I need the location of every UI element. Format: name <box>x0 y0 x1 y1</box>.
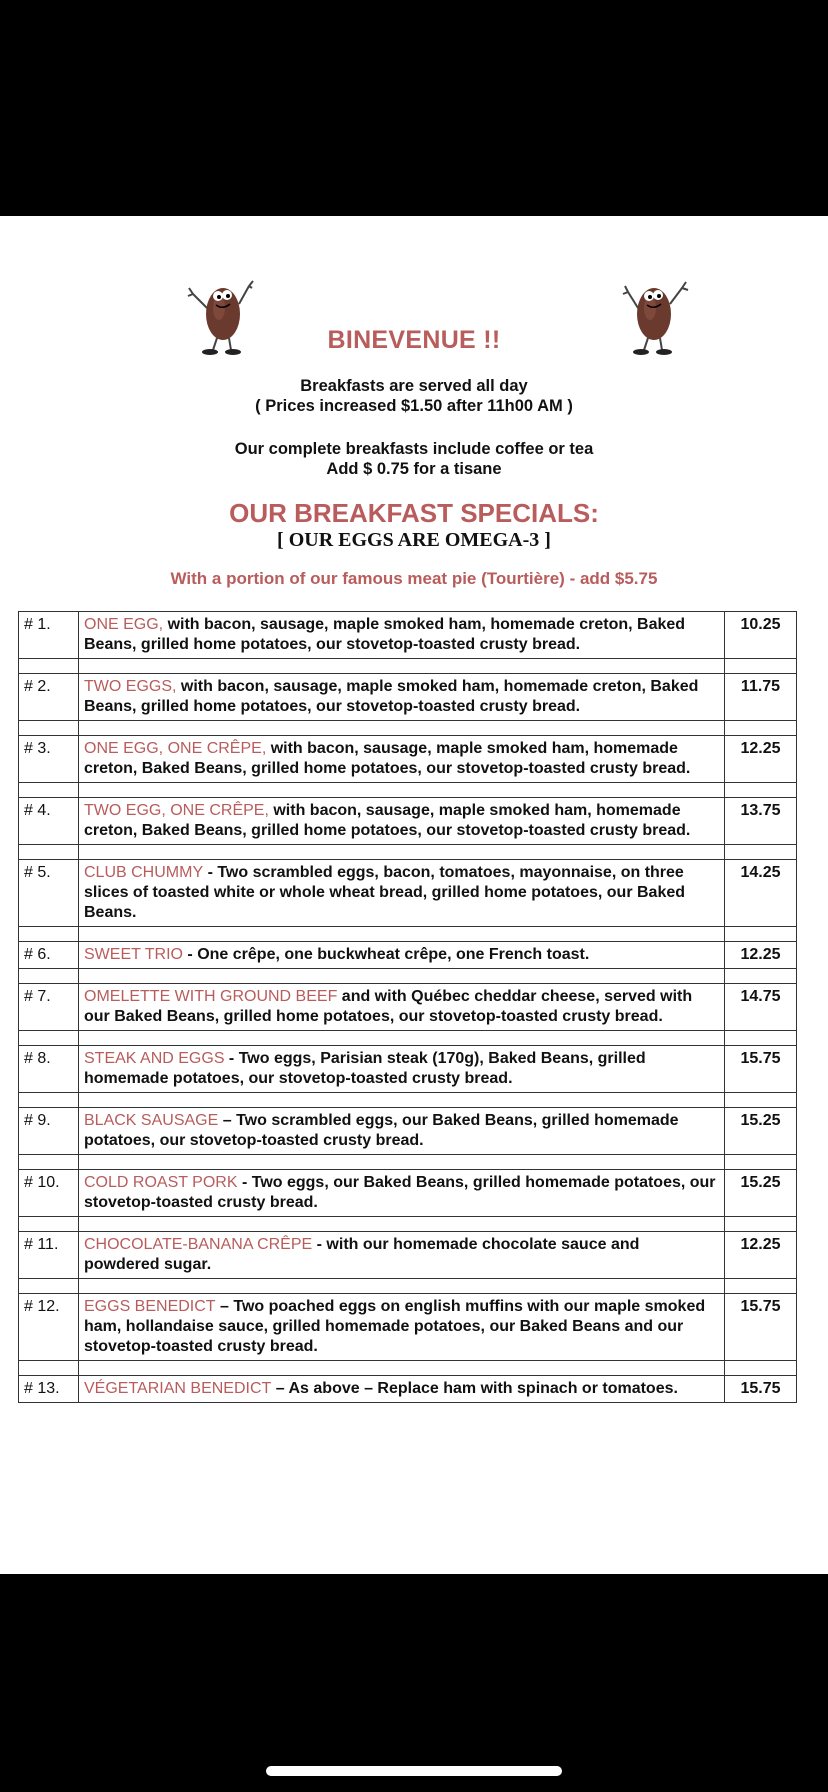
item-number: # 2. <box>19 674 79 721</box>
spacer-row <box>19 1361 797 1376</box>
item-description-cell <box>79 942 725 969</box>
spacer-cell <box>725 1279 797 1294</box>
item-description-cell <box>79 798 725 845</box>
item-description-cell <box>79 674 725 721</box>
spacer-cell <box>79 721 725 736</box>
spacer-cell <box>725 721 797 736</box>
spacer-row <box>19 1217 797 1232</box>
item-name: TWO EGG, ONE CRÊPE, <box>84 802 269 819</box>
spacer-cell <box>19 659 79 674</box>
coffee-note: Our complete breakfasts include coffee or tea <box>234 440 594 458</box>
spacer-cell <box>725 659 797 674</box>
menu-item-row <box>19 1046 797 1093</box>
menu-page <box>0 216 828 1574</box>
item-number: # 3. <box>19 736 79 783</box>
menu-item-row <box>19 942 797 969</box>
item-name: ONE EGG, ONE CRÊPE, <box>84 740 267 757</box>
spacer-cell <box>79 845 725 860</box>
spacer-cell <box>79 927 725 942</box>
item-name: CHOCOLATE-BANANA CRÊPE <box>84 1236 313 1253</box>
item-price: 15.75 <box>725 1376 797 1403</box>
spacer-cell <box>19 1031 79 1046</box>
item-name: TWO EGGS, <box>84 678 177 695</box>
item-price: 13.75 <box>725 798 797 845</box>
item-number: # 9. <box>19 1108 79 1155</box>
item-description-cell <box>79 612 725 659</box>
menu-item-row <box>19 736 797 783</box>
served-all-day-note: Breakfasts are served all day <box>300 377 528 395</box>
spacer-cell <box>725 1031 797 1046</box>
spacer-cell <box>79 783 725 798</box>
spacer-cell <box>19 721 79 736</box>
spacer-cell <box>19 1279 79 1294</box>
item-name: OMELETTE WITH GROUND BEEF <box>84 988 338 1005</box>
item-description-cell <box>79 1046 725 1093</box>
spacer-cell <box>725 1361 797 1376</box>
item-description: – Two scrambled eggs, our Baked Beans, grilled homemade potatoes, our stovetop-toasted crusty bread. <box>84 1112 679 1149</box>
item-number: # 10. <box>19 1170 79 1217</box>
menu-item-row <box>19 612 797 659</box>
item-number: # 8. <box>19 1046 79 1093</box>
specials-title: OUR BREAKFAST SPECIALS: <box>229 498 599 528</box>
item-price: 15.75 <box>725 1046 797 1093</box>
spacer-cell <box>19 927 79 942</box>
item-price: 11.75 <box>725 674 797 721</box>
spacer-cell <box>79 1031 725 1046</box>
item-description-cell <box>79 860 725 927</box>
spacer-cell <box>19 969 79 984</box>
spacer-row <box>19 1093 797 1108</box>
item-name: VÉGETARIAN BENEDICT <box>84 1380 272 1397</box>
spacer-cell <box>19 845 79 860</box>
tisane-note: Add $ 0.75 for a tisane <box>326 460 502 478</box>
spacer-cell <box>725 1093 797 1108</box>
spacer-row <box>19 783 797 798</box>
menu-item-row <box>19 1108 797 1155</box>
spacer-cell <box>725 927 797 942</box>
menu-item-row <box>19 674 797 721</box>
menu-item-row <box>19 798 797 845</box>
item-description: - Two eggs, our Baked Beans, grilled homemade potatoes, our stovetop-toasted crusty bread. <box>84 1174 716 1211</box>
item-number: # 6. <box>19 942 79 969</box>
spacer-row <box>19 927 797 942</box>
menu-item-row <box>19 984 797 1031</box>
item-number: # 7. <box>19 984 79 1031</box>
item-description-cell <box>79 1170 725 1217</box>
item-description: - with our homemade chocolate sauce and powdered sugar. <box>84 1236 640 1273</box>
item-description-cell <box>79 1108 725 1155</box>
item-description: with bacon, sausage, maple smoked ham, homemade creton, Baked Beans, grilled home potatoes, our stovetop-toasted crusty bread. <box>84 740 691 777</box>
spacer-row <box>19 1031 797 1046</box>
spacer-row <box>19 721 797 736</box>
item-price: 15.75 <box>725 1294 797 1361</box>
spacer-row <box>19 969 797 984</box>
item-number: # 4. <box>19 798 79 845</box>
item-price: 12.25 <box>725 1232 797 1279</box>
spacer-cell <box>79 659 725 674</box>
item-number: # 1. <box>19 612 79 659</box>
item-price: 10.25 <box>725 612 797 659</box>
item-number: # 11. <box>19 1232 79 1279</box>
item-price: 14.25 <box>725 860 797 927</box>
item-description-cell <box>79 984 725 1031</box>
menu-item-row <box>19 860 797 927</box>
item-name: CLUB CHUMMY <box>84 864 204 881</box>
item-description: with bacon, sausage, maple smoked ham, homemade creton, Baked Beans, grilled home potatoes, our stovetop-toasted crusty bread. <box>84 678 699 715</box>
item-name: SWEET TRIO <box>84 946 183 963</box>
welcome-title: BINEVENUE !! <box>327 326 501 354</box>
spacer-cell <box>19 783 79 798</box>
item-description: - Two scrambled eggs, bacon, tomatoes, mayonnaise, on three slices of toasted white or whole wheat bread, grilled home potatoes, our Baked Beans. <box>84 864 686 921</box>
item-description: and with Québec cheddar cheese, served with our Baked Beans, grilled home potatoes, our stovetop-toasted crusty bread. <box>84 988 693 1025</box>
item-name: EGGS BENEDICT <box>84 1298 216 1315</box>
item-description: – As above – Replace ham with spinach or tomatoes. <box>271 1380 678 1397</box>
tourtiere-note: With a portion of our famous meat pie (Tourtière) - add $5.75 <box>170 569 658 588</box>
item-name: ONE EGG, <box>84 616 164 633</box>
item-number: # 5. <box>19 860 79 927</box>
item-price: 12.25 <box>725 942 797 969</box>
item-name: COLD ROAST PORK <box>84 1174 238 1191</box>
home-indicator[interactable] <box>266 1766 562 1776</box>
item-description-cell <box>79 1376 725 1403</box>
item-description: with bacon, sausage, maple smoked ham, homemade creton, Baked Beans, grilled home potatoes, our stovetop-toasted crusty bread. <box>84 802 691 839</box>
spacer-cell <box>725 1155 797 1170</box>
spacer-row <box>19 1279 797 1294</box>
menu-item-row <box>19 1376 797 1403</box>
spacer-cell <box>79 969 725 984</box>
item-price: 12.25 <box>725 736 797 783</box>
spacer-cell <box>725 783 797 798</box>
spacer-row <box>19 845 797 860</box>
item-name: BLACK SAUSAGE <box>84 1112 219 1129</box>
spacer-cell <box>19 1361 79 1376</box>
spacer-row <box>19 1155 797 1170</box>
spacer-cell <box>725 845 797 860</box>
item-name: STEAK AND EGGS <box>84 1050 225 1067</box>
spacer-cell <box>79 1361 725 1376</box>
menu-item-row <box>19 1232 797 1279</box>
item-number: # 13. <box>19 1376 79 1403</box>
item-price: 15.25 <box>725 1108 797 1155</box>
spacer-cell <box>79 1093 725 1108</box>
menu-item-row <box>19 1170 797 1217</box>
menu-table <box>18 611 797 1403</box>
item-description: with bacon, sausage, maple smoked ham, homemade creton, Baked Beans, grilled home potatoes, our stovetop-toasted crusty bread. <box>84 616 686 653</box>
spacer-cell <box>79 1155 725 1170</box>
item-description-cell <box>79 736 725 783</box>
item-price: 15.25 <box>725 1170 797 1217</box>
item-description: - One crêpe, one buckwheat crêpe, one French toast. <box>182 946 590 963</box>
item-description-cell <box>79 1294 725 1361</box>
item-price: 14.75 <box>725 984 797 1031</box>
spacer-cell <box>725 1217 797 1232</box>
price-increase-note: ( Prices increased $1.50 after 11h00 AM ) <box>255 397 573 415</box>
spacer-cell <box>19 1217 79 1232</box>
spacer-row <box>19 659 797 674</box>
spacer-cell <box>79 1279 725 1294</box>
item-description-cell <box>79 1232 725 1279</box>
spacer-cell <box>19 1155 79 1170</box>
spacer-cell <box>725 969 797 984</box>
omega-note: [ OUR EGGS ARE OMEGA-3 ] <box>277 529 551 551</box>
menu-item-row <box>19 1294 797 1361</box>
spacer-cell <box>79 1217 725 1232</box>
item-number: # 12. <box>19 1294 79 1361</box>
item-description: – Two poached eggs on english muffins with our maple smoked ham, hollandaise sauce, grilled homemade potatoes, our Baked Beans and our stovetop-toasted crusty bread. <box>84 1298 706 1355</box>
spacer-cell <box>19 1093 79 1108</box>
item-description: - Two eggs, Parisian steak (170g), Baked Beans, grilled homemade potatoes, our stovetop-toasted crusty bread. <box>84 1050 646 1087</box>
